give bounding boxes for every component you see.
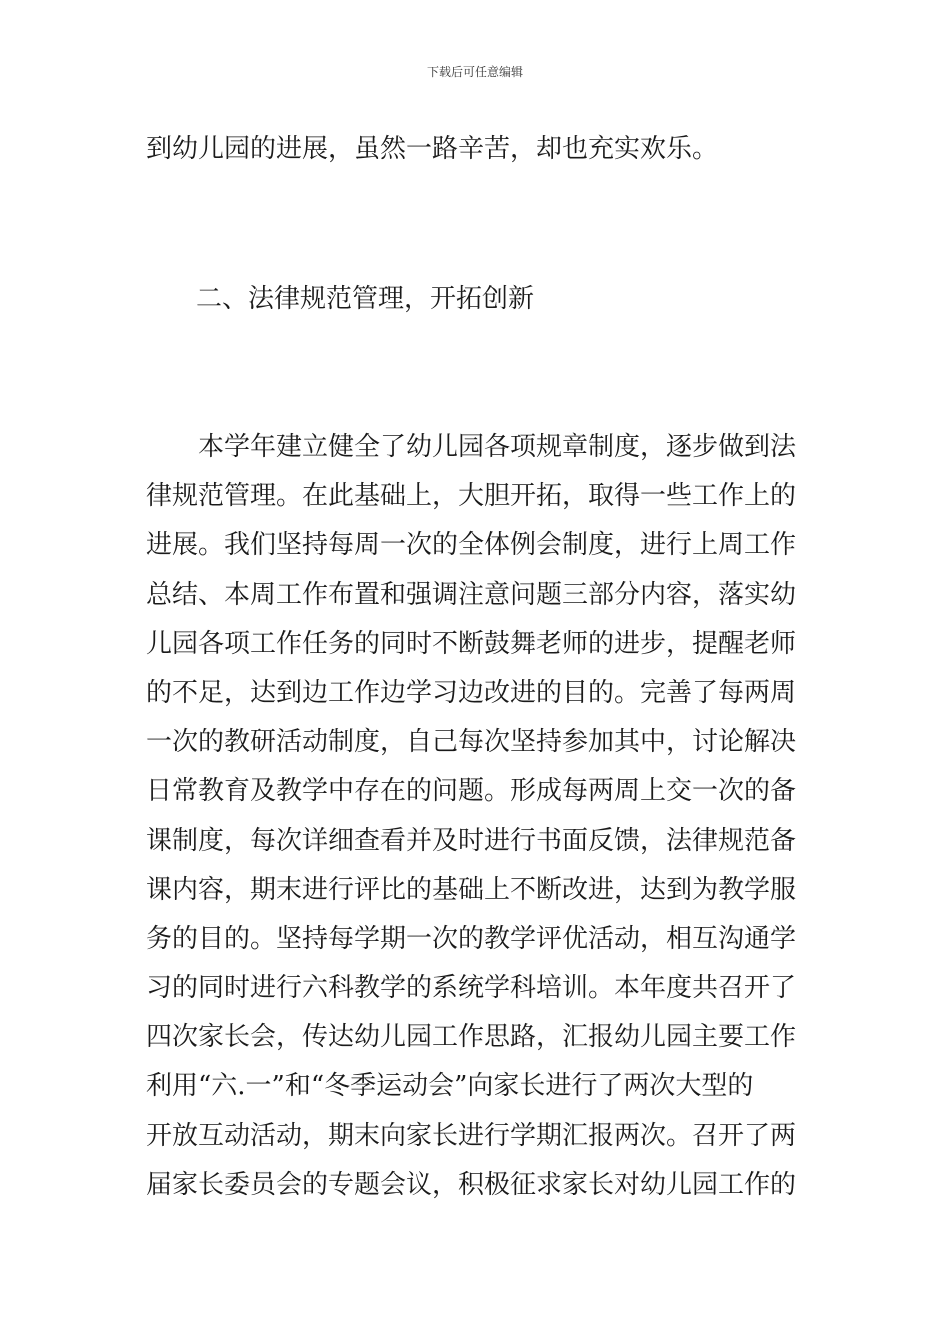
paragraph-line: 四次家长会，传达幼儿园工作思路，汇报幼儿园主要工作 xyxy=(146,1022,797,1053)
paragraph-line: 律规范管理。在此基础上，大胆开拓，取得一些工作上的 xyxy=(146,481,797,512)
body-paragraph xyxy=(146,430,816,1217)
paragraph-line: 届家长委员会的专题会议，积极征求家长对幼儿园工作的 xyxy=(146,1169,797,1200)
paragraph-line: 儿园各项工作任务的同时不断鼓舞老师的进步，提醒老师 xyxy=(146,628,797,659)
paragraph-line: 的不足，达到边工作边学习边改进的目的。完善了每两周 xyxy=(146,677,797,708)
continuation-line: 到幼儿园的进展，虽然一路辛苦，却也充实欢乐。 xyxy=(146,134,719,164)
paragraph-line: 习的同时进行六科教学的系统学科培训。本年度共召开了 xyxy=(146,973,797,1004)
paragraph-line: 一次的教研活动制度，自己每次坚持参加其中，讨论解决 xyxy=(146,727,797,758)
paragraph-line: 进展。我们坚持每周一次的全体例会制度，进行上周工作 xyxy=(146,530,797,561)
paragraph-line: 本学年建立健全了幼儿园各项规章制度，逐步做到法 xyxy=(198,432,797,462)
paragraph-line: 日常教育及教学中存在的问题。形成每两周上交一次的备 xyxy=(146,776,797,807)
page-header: 下载后可任意编辑 xyxy=(426,65,523,79)
paragraph-line: 课制度，每次详细查看并及时进行书面反馈，法律规范备 xyxy=(146,825,797,856)
paragraph-line: 利用“六.一”和“冬季运动会”向家长进行了两次大型的 xyxy=(146,1071,754,1102)
paragraph-line: 课内容，期末进行评比的基础上不断改进，达到为教学服 xyxy=(146,874,797,905)
paragraph-line: 开放互动活动，期末向家长进行学期汇报两次。召开了两 xyxy=(146,1120,797,1151)
paragraph-line: 务的目的。坚持每学期一次的教学评优活动，相互沟通学 xyxy=(146,923,797,954)
paragraph-line: 总结、本周工作布置和强调注意问题三部分内容，落实幼 xyxy=(146,579,797,610)
section-heading: 二、法律规范管理，开拓创新 xyxy=(196,284,535,314)
